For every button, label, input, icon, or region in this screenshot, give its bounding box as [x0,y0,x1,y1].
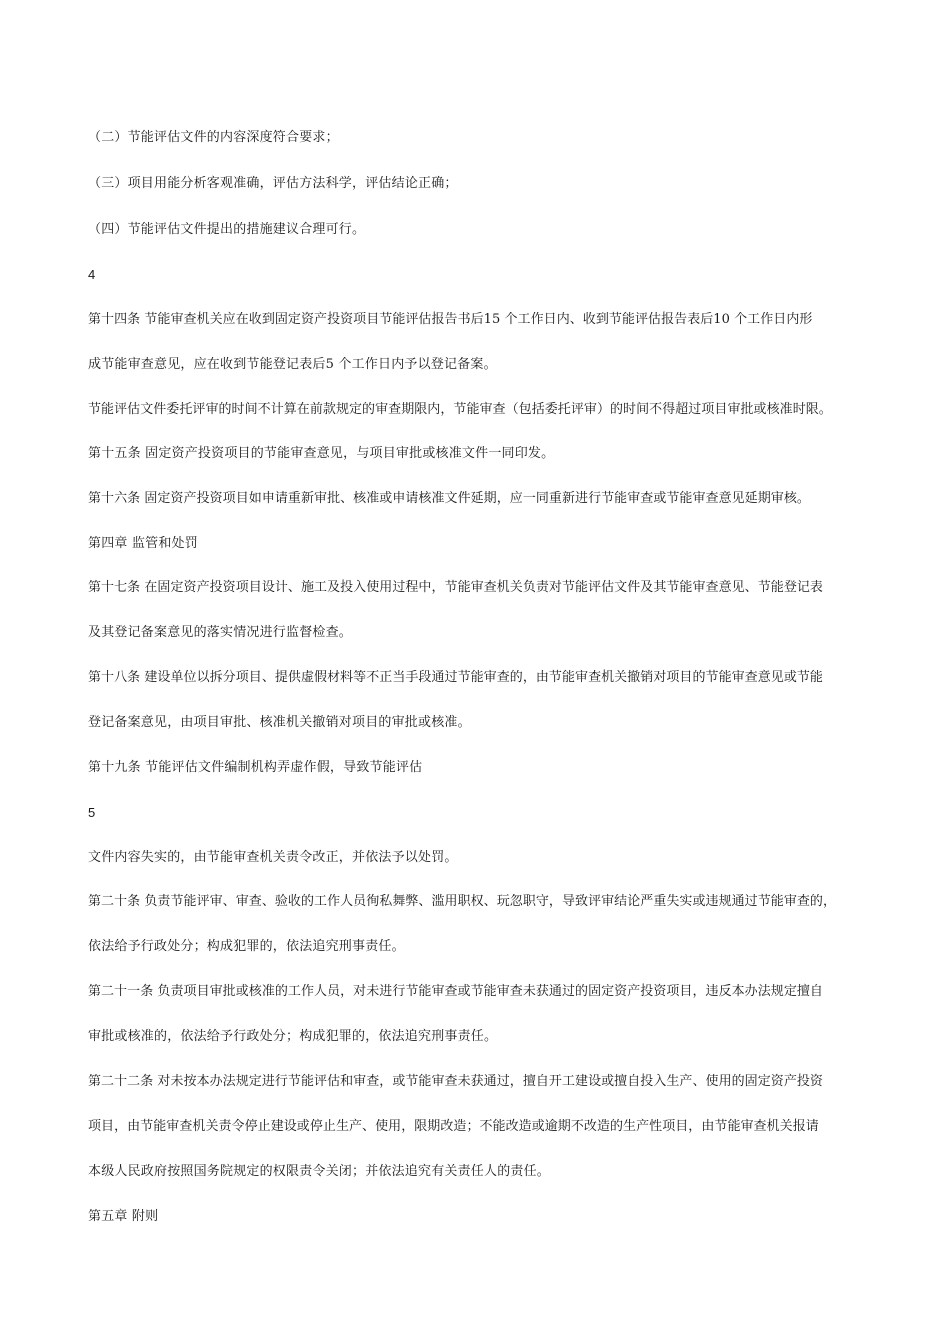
article-14-line-1: 第十四条 节能审查机关应在收到固定资产投资项目节能评估报告书后15 个工作日内、收到节能评估报告表后10 个工作日内形 [88,312,813,327]
article-21-line-2: 审批或核准的，依法给予行政处分；构成犯罪的，依法追究刑事责任。 [88,1029,498,1044]
chapter-5-heading: 第五章 附则 [88,1209,159,1224]
article-22-line-1: 第二十二条 对未按本办法规定进行节能评估和审查，或节能审查未获通过，擅自开工建设或擅自投入生产、使用的固定资产投资 [88,1074,823,1089]
article-20-line-1: 第二十条 负责节能评审、审查、验收的工作人员徇私舞弊、滥用职权、玩忽职守，导致评审结论严重失实或违规通过节能审查的， [88,894,837,909]
article-18-line-2: 登记备案意见，由项目审批、核准机关撤销对项目的审批或核准。 [88,715,471,730]
article-22-line-3: 本级人民政府按照国务院规定的权限责令关闭；并依法追究有关责任人的责任。 [88,1164,551,1179]
article-19-line-1: 第十九条 节能评估文件编制机构弄虚作假，导致节能评估 [88,760,423,775]
article-15: 第十五条 固定资产投资项目的节能审查意见，与项目审批或核准文件一同印发。 [88,446,555,461]
article-18-line-1: 第十八条 建设单位以拆分项目、提供虚假材料等不正当手段通过节能审查的，由节能审查机关撤销对项目的节能审查意见或节能 [88,670,823,685]
article-17-line-1: 第十七条 在固定资产投资项目设计、施工及投入使用过程中，节能审查机关负责对节能评估文件及其节能审查意见、节能登记表 [88,580,823,595]
article-22-line-2: 项目，由节能审查机关责令停止建设或停止生产、使用，限期改造；不能改造或逾期不改造的生产性项目，由节能审查机关报请 [88,1119,819,1134]
clause-item-4: （四）节能评估文件提出的措施建议合理可行。 [88,222,366,237]
chapter-4-heading: 第四章 监管和处罚 [88,536,198,551]
article-21-line-1: 第二十一条 负责项目审批或核准的工作人员，对未进行节能审查或节能审查未获通过的固定资产投资项目，违反本办法规定擅自 [88,984,823,999]
article-14-line-2: 成节能审查意见，应在收到节能登记表后5 个工作日内予以登记备案。 [88,357,497,372]
page-number: 5 [88,805,96,820]
article-14-line-3: 节能评估文件委托评审的时间不计算在前款规定的审查期限内，节能审查（包括委托评审）的时间不得超过项目审批或核准时限。 [88,402,832,417]
article-20-line-2: 依法给予行政处分；构成犯罪的，依法追究刑事责任。 [88,939,405,954]
clause-item-2: （二）节能评估文件的内容深度符合要求； [88,130,339,145]
page-number: 4 [88,267,96,282]
article-17-line-2: 及其登记备案意见的落实情况进行监督检查。 [88,625,353,640]
article-19-line-2: 文件内容失实的，由节能审查机关责令改正，并依法予以处罚。 [88,850,458,865]
clause-item-3: （三）项目用能分析客观准确，评估方法科学，评估结论正确； [88,176,458,191]
article-16: 第十六条 固定资产投资项目如申请重新审批、核准或申请核准文件延期，应一同重新进行节能审查或节能审查意见延期审核。 [88,491,810,506]
